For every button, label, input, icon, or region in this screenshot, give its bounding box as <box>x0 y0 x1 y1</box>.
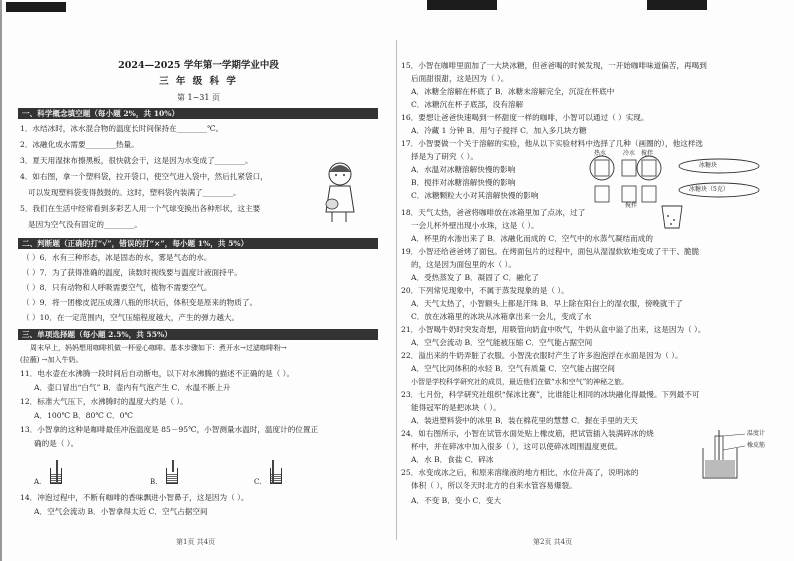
fill-item: 可以发现塑料袋变得鼓鼓的。这时，塑料袋内装满了________。 <box>28 188 241 197</box>
question-options: A．不变 B．变小 C．变大 <box>411 496 502 505</box>
scan-artifact <box>647 0 707 10</box>
question: 择是为了研究（ ）。 <box>411 152 478 161</box>
question: 16．要想让爸爸快速喝到一杯甜度一样的咖啡，小智可以通过（ ）实现。 <box>401 113 649 122</box>
question-options: C．放在冰箱里的冰块从冰箱拿出来一会儿，变成了水 <box>411 312 592 321</box>
fill-item: 2．冰融化成水需要________热量。 <box>20 140 139 149</box>
question: 12．标准大气压下，水沸腾时的温度大约是（ ）。 <box>20 397 188 406</box>
choice-intro: (拉蘸) →加入牛奶。 <box>20 356 83 364</box>
question: 的，这是因为面包里的水（ ）。 <box>411 260 516 269</box>
beaker-icon <box>166 468 178 484</box>
context-note: 小智是学校科学研究社的成员，最近他们在做“水和空气”的神秘之旅。 <box>411 378 629 386</box>
question-options: B．搅拌对冰糖溶解快慢的影响 <box>411 178 516 187</box>
question-options: A．冰糖全溶解在杯底了 B．冰糖未溶解完全，沉淀在杯底中 <box>411 87 615 96</box>
section-judge-header: 二、判断题（正确的打“√”，错误的打“×”，每小题 1%，共 5%） <box>18 238 378 249</box>
question-options: A．杯里的水渗出来了 B．冰融化而成的 C．空气中的水蒸气凝结而成的 <box>411 234 653 243</box>
girl-bag-illustration <box>318 160 362 226</box>
right-page <box>397 0 794 561</box>
question: 23．七月份，科学研究社组织“保冰比赛”，比谁能让相同的冰块融化得最慢。下列最不可 <box>401 390 700 399</box>
beaker-icon <box>50 468 62 484</box>
question-options: C．冰糖颗粒大小对其溶解快慢的影响 <box>411 191 539 200</box>
exam-title: 2024—2025 学年第一学期学业中段 <box>118 60 279 71</box>
fill-item: 1．水结冰时，冰水混合物的温度长时间保持在________℃。 <box>20 124 224 133</box>
q17-materials-figure: 热水 冷水 搅拌 冰糖块 搅拌 冰糖块（5克） <box>589 150 789 210</box>
fill-item: 5．我们在生活中经常看到多彩艺人用一个气球变换出各种形状，这主要 <box>20 204 261 213</box>
section-choice-header: 三、单项选择题（每小题 2.5%，共 55%） <box>18 329 378 340</box>
scan-artifact <box>6 2 66 12</box>
question-options: A．空气会流动 B．空气能被压缩 C．空气能占据空间 <box>411 338 593 347</box>
page-footer: 第1页 共4页 <box>176 538 216 546</box>
q13-option-c: C. <box>254 456 294 490</box>
question: 25．水变成冰之后，和原来溶缘液的地方相比，水位升高了，说明冰的 <box>401 468 639 477</box>
question-options: A．水温对冰糖溶解快慢的影响 <box>411 165 516 174</box>
question-options: A．100℃ B．80℃ C．0℃ <box>34 411 133 420</box>
question: 22．溢出来的牛奶弄脏了衣服。小智洗衣服时产生了许多泡泡浮在水面是因为（ ）。 <box>401 351 683 360</box>
exam-subject: 三 年 级 科 学 <box>159 76 238 87</box>
question-options: C．冰糖沉在杯子底部，没有溶解 <box>411 100 524 109</box>
fill-item: 是因为空气没有固定的________。 <box>28 220 142 229</box>
question: 11．电水壶在水沸腾一段时间后自动断电，以下对水沸腾的描述不正确的是（ ）。 <box>20 369 295 378</box>
question: 13．小智拿的这种是咖啡最佳冲泡温度是 85－95℃，小智测量水温时，温度计的位置正 <box>20 425 319 434</box>
question-options: A．天气太热了，小智额头上都是汗珠 B．早上除在阳台上的湿衣服，傍晚就干了 <box>411 299 683 308</box>
question: 20．下列常见现象中，不属于蒸发现象的是（ ）。 <box>401 286 569 295</box>
judge-item: （ ）10．在一定范围内，空气压缩程度越大，产生的弹力越大。 <box>22 313 240 322</box>
page-footer: 第2页 共4页 <box>533 538 573 546</box>
cup-illustration <box>659 202 685 230</box>
fill-item: 3．夏天用湿抹布擦黑板，很快就会干，这是因为水变成了________。 <box>20 156 253 165</box>
question-options: A．冷藏 1 分钟 B．用勺子搅拌 C．加入多几块方糖 <box>411 126 587 135</box>
fill-item: 4．如右图，拿一个塑料袋，拉开袋口，使空气进入袋中，然后扎紧袋口， <box>20 172 268 181</box>
question-options: A．壶口冒出“白气” B．壶内有气泡产生 C．水温不断上升 <box>34 383 231 392</box>
exam-pages: 第 1~31 页 <box>176 93 221 102</box>
choice-intro: 周末早上，妈妈想用咖啡机做一杯爱心咖啡。基本步骤如下：煮开水→过滤咖啡粉→ <box>30 344 287 352</box>
scan-artifact <box>427 0 497 10</box>
question: 14．冲泡过程中，不断有咖啡的香味飘进小智鼻子，这是因为（ ）。 <box>20 493 249 502</box>
question-options: A．空气会流动 B．小智拿得太近 C．空气占据空间 <box>34 507 208 516</box>
judge-item: （ ）9．将一团橡皮泥压成薄八瓶的形状后，体积变是原来的物质了。 <box>22 298 258 307</box>
question-options: A．水 B．食盐 C．碎冰 <box>411 455 494 464</box>
question: 体积（ ），所以冬天时北方的自来水管容易爆裂。 <box>411 481 577 490</box>
question: 21．小智喝牛奶时突发奇想，用吸管向奶盒中吹气，牛奶从盒中溢了出来，这是因为（ ）。 <box>401 325 706 334</box>
question-options: A．受热蒸发了 B．凝固了 C．融化了 <box>411 273 540 282</box>
question: 确的是（ ）。 <box>34 439 79 448</box>
question: 19．小智还给爸爸烤了面包。在烤面包片的过程中，面包从湿湿软软地变成了干干、脆脆 <box>401 247 700 256</box>
question: 后面甜很甜，这是因为（ ）。 <box>411 74 509 83</box>
question-options: A．空气比同体积的水轻 B．空气有质量 C．空气能占据空间 <box>411 364 615 373</box>
judge-item: （ ）6．水有三种形态，冰是固态的水，雾是气态的水。 <box>22 253 212 262</box>
question: 能得冠军的是把冰块（ ）。 <box>411 403 501 412</box>
question: 15．小智在咖啡里面加了一大块冰糖，但爸爸喝的时候发现，一开始咖啡味道偏苦，再喝到 <box>401 61 707 70</box>
question: 17．小智要做一个关于溶解的实验，他从以下实验材料中选择了几种（画圈的），他这样选 <box>401 139 704 148</box>
question: 杯中，并在碎冰中加入很多（ ），这可以使碎冰周围温度更低。 <box>411 442 623 451</box>
judge-item: （ ）7．为了获得准确的温度，读数时视线要与温度计液面持平。 <box>22 268 242 277</box>
judge-item: （ ）8．只有动物和人呼吸需要空气，植物不需要空气。 <box>22 283 212 292</box>
question: 24．如右图所示，小智在试管水面处贴上橡皮筋，把试管插入装满碎冰的烧 <box>401 429 654 438</box>
question: 18．天气太热，爸爸将咖啡放在冰箱里加了点冰，过了 <box>401 208 586 217</box>
q13-option-b: B. <box>150 456 190 490</box>
question-options: A．装进塑料袋中的冰里 B．装在棉花里的慧慧 C．握在手里的天天 <box>411 416 638 425</box>
q13-option-a: A. <box>34 456 74 490</box>
q24-beaker-figure: 温度计 橡皮筋 <box>697 430 791 480</box>
section-fill-header: 一、科学概念填空题（每小题 2%，共 10%） <box>18 108 378 119</box>
beaker-icon <box>270 468 282 484</box>
question: 一会儿杯外壁出现小水珠，这是（ ）。 <box>411 221 539 230</box>
